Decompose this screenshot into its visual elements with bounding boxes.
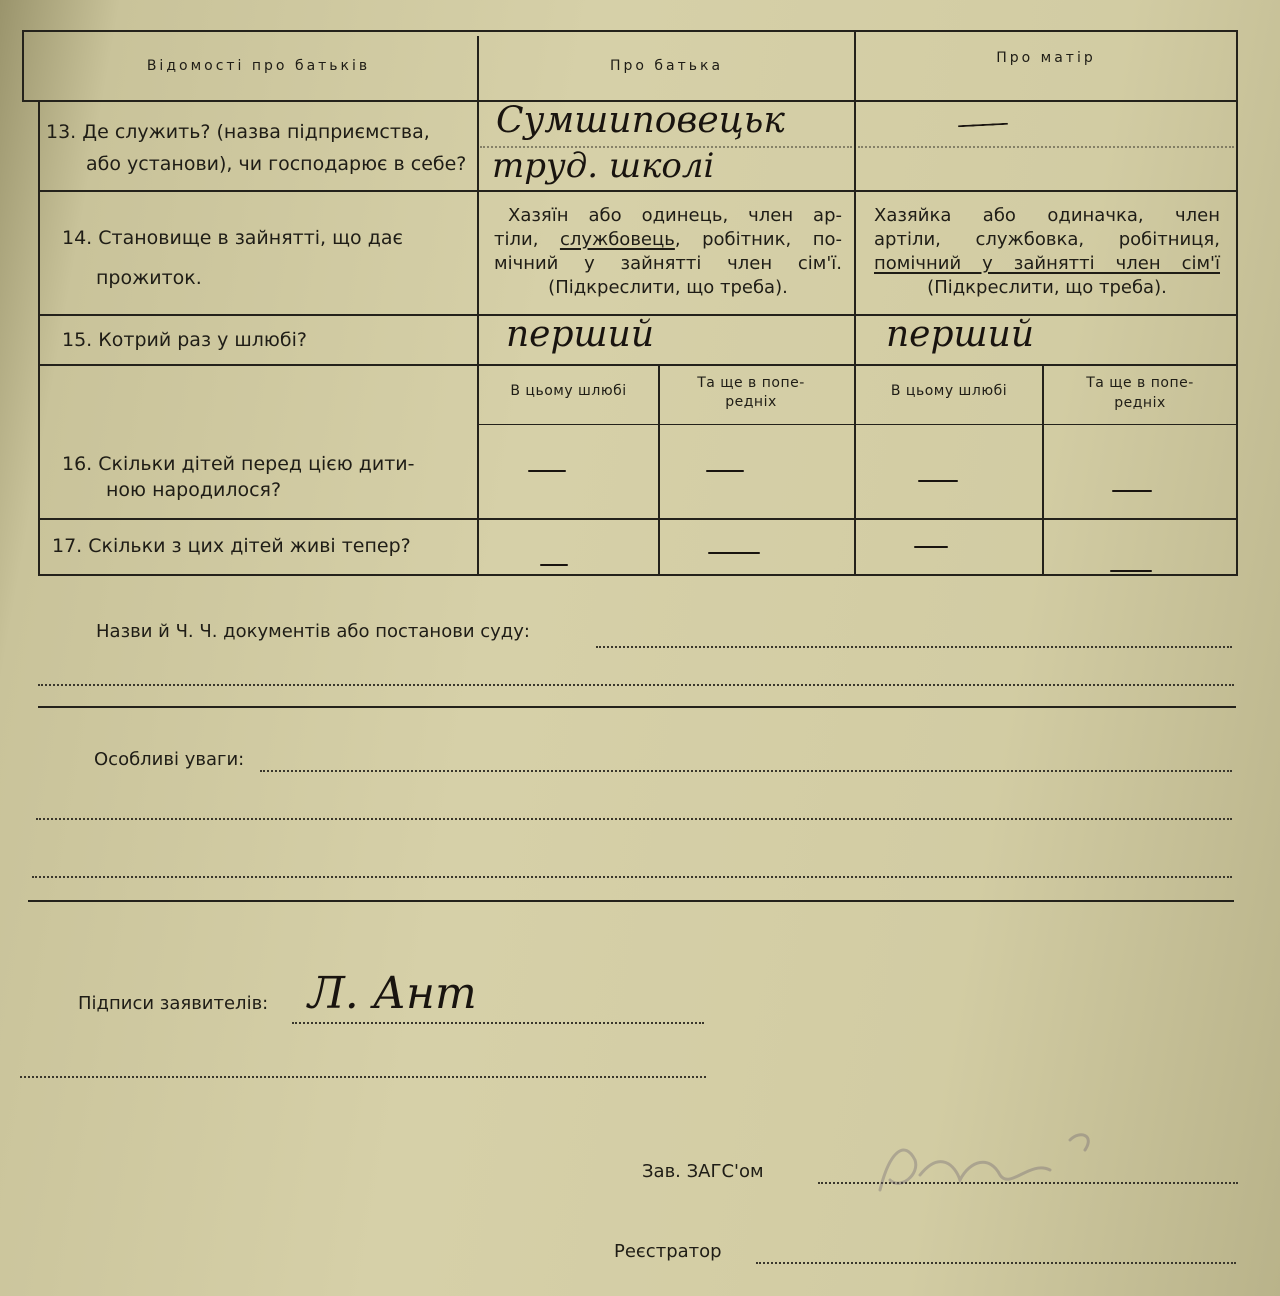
row-separator-subheader xyxy=(477,424,1238,425)
notes-field-line1 xyxy=(260,770,1232,772)
signature-field-line2 xyxy=(20,1076,706,1078)
subheader-father-this-marriage: В цьому шлюбі xyxy=(510,383,627,399)
row-separator-13 xyxy=(38,190,1238,192)
row14-mother-option-line4: (Підкреслити, що треба). xyxy=(927,277,1167,298)
signatures-label: Підписи заявителів: xyxy=(78,993,269,1014)
header-parents-info: Відомості про батьків xyxy=(146,58,371,74)
row-separator-16 xyxy=(38,518,1238,520)
row17-label: 17. Скільки з цих дітей живі тепер? xyxy=(52,535,411,557)
table-left-border xyxy=(38,100,40,575)
row-separator-15 xyxy=(38,364,1238,366)
row15-father-handwritten: перший xyxy=(506,314,655,355)
row17-mother-this-dash xyxy=(914,546,948,548)
row14-father-option-line1: Хазяїн або одинець, член ар- xyxy=(508,205,842,226)
documents-section-rule xyxy=(38,706,1236,708)
subheader-mother-this-marriage: В цьому шлюбі xyxy=(890,383,1008,399)
subheader-mother-previous-line2: редніх xyxy=(1114,395,1166,411)
row16-mother-previous-dash xyxy=(1112,490,1152,492)
row13-father-handwritten-line1: Сумшиповецьк xyxy=(496,100,785,141)
notes-section-rule xyxy=(28,900,1234,902)
column-separator-2 xyxy=(854,30,856,575)
table-right-border xyxy=(1236,30,1238,575)
signature-field-line1 xyxy=(292,1022,704,1024)
subheader-father-previous-line2: редніх xyxy=(725,394,777,410)
row16-father-previous-dash xyxy=(706,470,744,472)
row13-father-handwritten-line2: труд. школі xyxy=(492,146,715,186)
row17-father-previous-dash xyxy=(708,552,760,554)
row14-label-line1: 14. Становище в зайнятті, що дає xyxy=(62,227,403,249)
row16-label-line1: 16. Скільки дітей перед цією дити- xyxy=(62,453,415,475)
row13-label-line2: або установи), чи господарює в себе? xyxy=(86,153,467,175)
notes-field-line2 xyxy=(36,818,1232,820)
documents-field-line1 xyxy=(596,646,1232,648)
row14-father-option-line4: (Підкреслити, що треба). xyxy=(548,277,788,298)
table-bottom-border xyxy=(38,574,1238,576)
row14-father-option-line2: тіли, службовець, робітник, по- xyxy=(494,229,842,250)
header-about-mother: Про матір xyxy=(996,50,1096,66)
subheader-father-previous-line1: Та ще в попе- xyxy=(697,375,805,391)
row15-label: 15. Котрий раз у шлюбі? xyxy=(62,329,307,351)
registrar-label: Реєстратор xyxy=(614,1241,722,1262)
row13-mother-dash xyxy=(958,123,1008,128)
row14-label-line2: прожиток. xyxy=(96,267,202,289)
row15-mother-handwritten: перший xyxy=(886,314,1035,355)
subheader-mother-previous-line1: Та ще в попе- xyxy=(1086,375,1194,391)
row14-father-underlined: службовець xyxy=(559,229,675,250)
column-separator-1 xyxy=(477,36,479,575)
row16-label-line2: ною народилося? xyxy=(106,479,282,501)
row16-mother-this-dash xyxy=(918,480,958,482)
row14-mother-option-line3 xyxy=(874,252,1220,276)
row14-mother-option-line1: Хазяйка або одиначка, член xyxy=(874,205,1220,226)
row14-mother-underlined: помічний у зайнятті член сім'ї xyxy=(874,253,1220,274)
documents-field-line2 xyxy=(38,684,1234,686)
documents-label: Назви й Ч. Ч. документів або постанови суду: xyxy=(96,621,530,642)
row14-mother-option-line2: артіли, службовка, робітниця, xyxy=(874,229,1220,250)
notes-label: Особливі уваги: xyxy=(94,749,245,770)
row13-label-line1: 13. Де служить? (назва підприємства, xyxy=(46,121,430,143)
row17-father-this-dash xyxy=(540,564,568,566)
table-left-border-top xyxy=(22,30,24,100)
row13-guide-mother xyxy=(858,146,1234,148)
notes-field-line3 xyxy=(32,876,1232,878)
table-top-border xyxy=(22,30,1238,32)
zags-head-label: Зав. ЗАГС'ом xyxy=(642,1161,764,1182)
faint-head-signature xyxy=(860,1120,1120,1210)
row17-mother-previous-dash xyxy=(1110,570,1152,572)
row16-father-this-dash xyxy=(528,470,566,472)
applicant-signature: Л. Ант xyxy=(308,968,477,1019)
header-about-father: Про батька xyxy=(609,58,724,74)
row14-father-option-line3: мічний у зайнятті член сім'ї. xyxy=(494,253,842,274)
registrar-field-line xyxy=(756,1262,1236,1264)
